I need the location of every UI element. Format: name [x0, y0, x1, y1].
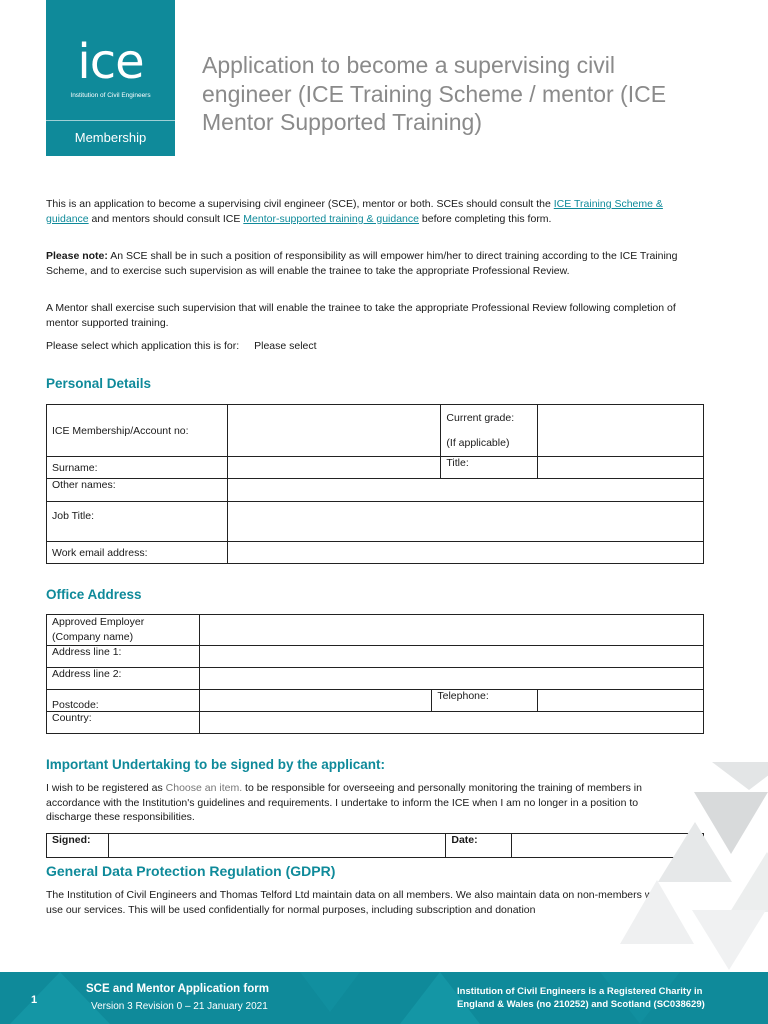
date-label: Date:: [446, 834, 512, 858]
address-line-2-field[interactable]: [199, 668, 703, 690]
footer-triangle: [600, 972, 680, 1024]
email-label: Work email address:: [47, 542, 228, 564]
employer-field[interactable]: [199, 615, 703, 646]
intro-text-1: This is an application to become a supervising civil engineer (SCE), mentor or both. SCEs should consult the: [46, 198, 554, 210]
footer-charity-line-2: England & Wales (no 210252) and Scotland (SC038629): [457, 999, 705, 1010]
decor-triangle: [658, 822, 732, 882]
role-select[interactable]: Choose an item.: [165, 782, 243, 794]
footer-version: Version 3 Revision 0 – 21 January 2021: [91, 1001, 268, 1012]
note-paragraph: [46, 249, 686, 278]
gdpr-paragraph: The Institution of Civil Engineers and Thomas Telford Ltd maintain data on all members. We also maintain data on non-members who use our services. This will be used confidentially for normal purposes, including subscription and donation: [46, 889, 665, 916]
country-label: Country:: [47, 712, 200, 734]
application-type-select[interactable]: Please select: [254, 340, 317, 352]
job-title-label: Job Title:: [47, 502, 228, 542]
page-number: 1: [31, 994, 38, 1006]
grade-label: Current grade:: [446, 411, 515, 424]
decor-triangle: [730, 852, 768, 912]
logo-brand: ice: [77, 34, 144, 90]
country-field[interactable]: [199, 712, 703, 734]
address-line-2-label: Address line 2:: [47, 668, 200, 690]
gdpr-heading: General Data Protection Regulation (GDPR): [46, 863, 336, 879]
personal-details-heading: Personal Details: [46, 376, 152, 391]
footer-triangle: [300, 972, 360, 1012]
surname-label: Surname:: [47, 457, 228, 479]
logo-section: Membership: [74, 130, 147, 145]
decor-triangle: [620, 880, 694, 944]
undertaking-text-2: to be responsible for overseeing and personally monitoring the training of members in accordance with the Institution's guidelines and requirements. I undertake to inform the ICE when I am no longer in a position to discharge these responsibilities.: [46, 782, 642, 823]
footer-triangle: [400, 972, 480, 1024]
logo-divider: [46, 120, 175, 121]
address-line-1-label: Address line 1:: [47, 646, 200, 668]
office-address-heading: Office Address: [46, 587, 142, 602]
intro-text-2: and mentors should consult ICE: [88, 212, 244, 225]
note-text: An SCE shall be in such a position of responsibility as will empower him/her to direct training according to the ICE Training Scheme, and to exercise such supervision as will enable the trainee to take the appropriate Professional Review.: [46, 250, 678, 277]
intro-paragraph: [46, 197, 686, 226]
title-label: Title:: [441, 457, 538, 479]
address-line-1-field[interactable]: [199, 646, 703, 668]
ice-training-scheme-link[interactable]: ICE Training Scheme & guidance: [46, 198, 663, 225]
mentor-training-link[interactable]: Mentor-supported training & guidance: [243, 212, 419, 225]
grade-note: (If applicable): [446, 436, 510, 449]
telephone-label: Telephone:: [432, 690, 538, 712]
footer-form-title: SCE and Mentor Application form: [86, 983, 269, 995]
application-type-label: Please select which application this is for:: [46, 340, 240, 352]
footer-triangle: [10, 972, 110, 1024]
footer-bar: [0, 972, 768, 1024]
title-field[interactable]: [538, 457, 704, 479]
surname-field[interactable]: [227, 457, 441, 479]
note-label: Please note:: [46, 250, 108, 262]
undertaking-text-1: I wish to be registered as: [46, 782, 166, 794]
membership-field[interactable]: [227, 405, 441, 457]
signature-field[interactable]: [108, 834, 445, 858]
signature-table: [46, 833, 704, 858]
email-field[interactable]: [227, 542, 703, 564]
employer-label: Approved Employer (Company name): [47, 615, 200, 646]
logo-institution: Institution of Civil Engineers: [70, 92, 151, 99]
postcode-field[interactable]: [199, 690, 432, 712]
personal-details-table: [46, 404, 704, 564]
undertaking-paragraph: [46, 781, 666, 825]
ice-membership-logo: [46, 0, 175, 156]
signed-label: Signed:: [47, 834, 109, 858]
other-names-label: Other names:: [47, 479, 228, 502]
footer-pattern: [0, 972, 768, 1024]
page-title: Application to become a supervising civil engineer (ICE Training Scheme / mentor (ICE Mentor Supported Training): [202, 52, 667, 135]
footer-charity-line-1: Institution of Civil Engineers is a Registered Charity in: [457, 986, 703, 997]
mentor-paragraph: A Mentor shall exercise such supervision that will enable the trainee to take the appropriate Professional Review following completion of mentor supported training.: [46, 302, 676, 329]
telephone-field[interactable]: [538, 690, 704, 712]
grade-label-cell: [441, 405, 538, 457]
application-type-row: [46, 339, 686, 354]
membership-label: ICE Membership/Account no:: [47, 405, 228, 457]
job-title-field[interactable]: [227, 502, 703, 542]
undertaking-heading: Important Undertaking to be signed by the applicant:: [46, 757, 386, 772]
intro-text-3: before completing this form.: [419, 212, 552, 225]
decor-triangle: [692, 910, 766, 970]
postcode-label: Postcode:: [47, 690, 200, 712]
grade-field[interactable]: [538, 405, 704, 457]
office-address-table: [46, 614, 704, 734]
other-names-field[interactable]: [227, 479, 703, 502]
decor-triangle: [712, 762, 768, 790]
